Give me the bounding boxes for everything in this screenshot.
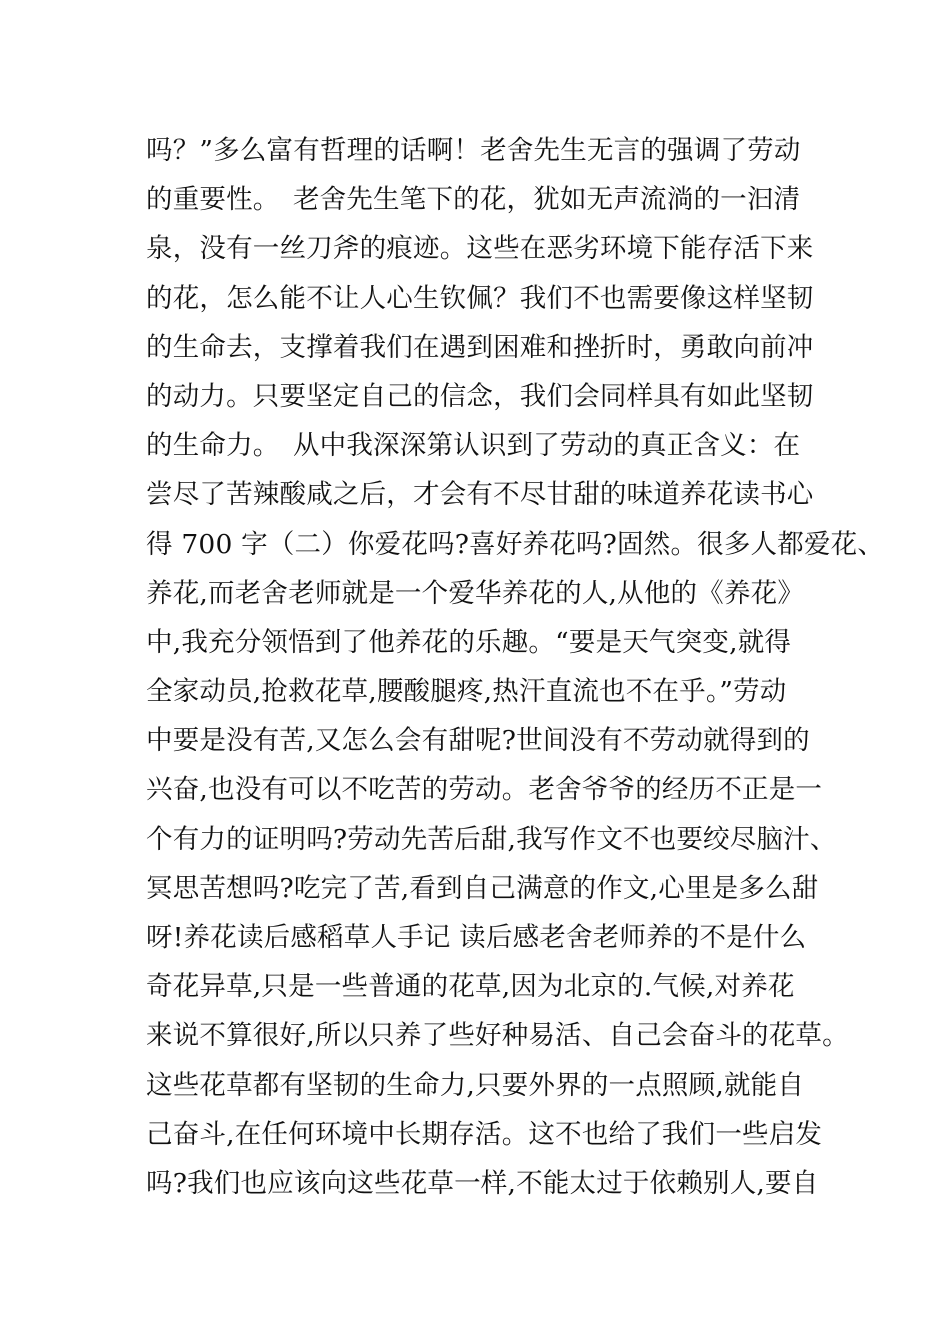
text-line: 养花,而老舍老师就是一个爱华养花的人,从他的《养花》 [146, 577, 805, 609]
text-line: 的动力。只要坚定自己的信念，我们会同样具有如此坚韧 [146, 380, 814, 412]
text-line: 中,我充分领悟到了他养花的乐趣。“要是天气突变,就得 [146, 626, 792, 658]
body-text [146, 126, 885, 1208]
text-line: 得 700 字（二）你爱花吗?喜好养花吗?固然。很多人都爱花、 [146, 528, 885, 560]
text-line: 尝尽了苦辣酸咸之后，才会有不尽甘甜的味道养花读书心 [146, 479, 814, 511]
text-line: 全家动员,抢救花草,腰酸腿疼,热汗直流也不在乎。”劳动 [146, 676, 787, 708]
text-line: 吗？”多么富有哲理的话啊！老舍先生无言的强调了劳动 [146, 135, 801, 166]
text-line: 吗?我们也应该向这些花草一样,不能太过于依赖别人,要自 [146, 1167, 819, 1199]
text-line: 呀!养花读后感稻草人手记 读后感老舍老师养的不是什么 [146, 922, 807, 953]
text-line: 己奋斗,在任何环境中长期存活。这不也给了我们一些启发 [146, 1118, 823, 1150]
text-line: 的生命去，支撑着我们在遇到困难和挫折时，勇敢向前冲 [146, 331, 814, 363]
text-line: 泉，没有一丝刀斧的痕迹。这些在恶劣环境下能存活下来 [146, 233, 814, 265]
text-line: 个有力的证明吗?劳动先苦后甜,我写作文不也要绞尽脑汁、 [146, 823, 837, 855]
text-line: 这些花草都有坚韧的生命力,只要外界的一点照顾,就能自 [146, 1069, 805, 1101]
text-line: 的重要性。 老舍先生笔下的花，犹如无声流淌的一汩清 [146, 184, 801, 216]
text-line: 的花，怎么能不让人心生钦佩？我们不也需要像这样坚韧 [146, 282, 814, 314]
text-line: 奇花异草,只是一些普通的花草,因为北京的.气候,对养花 [146, 971, 795, 1003]
text-line: 中要是没有苦,又怎么会有甜呢?世间没有不劳动就得到的 [146, 725, 810, 757]
text-line: 兴奋,也没有可以不吃苦的劳动。老舍爷爷的经历不正是一 [146, 774, 823, 806]
text-line: 来说不算很好,所以只养了些好种易活、自己会奋斗的花草。 [146, 1020, 849, 1052]
text-line: 冥思苦想吗?吃完了苦,看到自己满意的作文,心里是多么甜 [146, 872, 819, 904]
text-line: 的生命力。 从中我深深第认识到了劳动的真正含义：在 [146, 430, 801, 462]
